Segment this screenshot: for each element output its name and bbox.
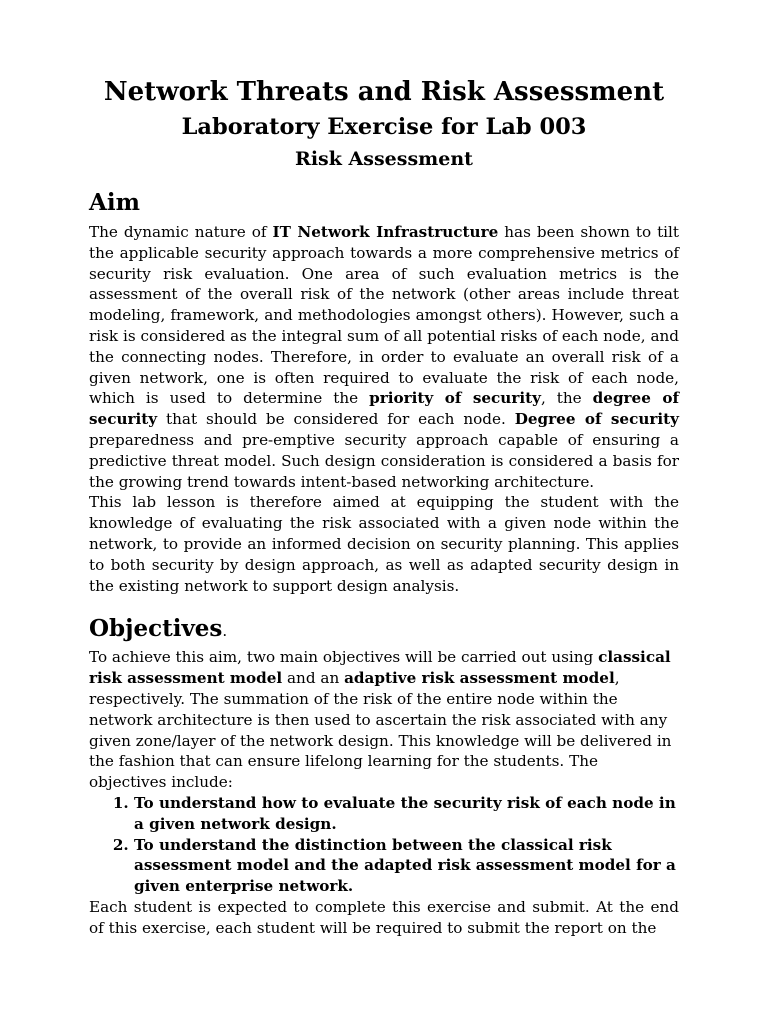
objectives-closing — [89, 897, 679, 939]
bold-text-run: priority of security — [369, 389, 541, 408]
aim-heading — [89, 188, 679, 218]
objectives-heading-trail: . — [222, 622, 228, 641]
aim-paragraph-1 — [89, 222, 679, 492]
bold-text-run: adaptive risk assessment model — [344, 669, 615, 688]
aim-paragraph-2 — [89, 492, 679, 596]
text-run: that should be considered for each node. — [157, 410, 515, 429]
objectives-list — [89, 793, 679, 897]
text-run: preparedness and pre-emptive security approach capable of ensuring a predictive threat model. Such design consideration is considered a basis for the growing trend towards intent-based networking architecture. — [89, 430, 679, 491]
bold-text-run: IT Network Infrastructure — [272, 223, 499, 241]
document-title: Network Threats and Risk Assessment — [103, 77, 665, 107]
objectives-heading-text: Objectives — [89, 615, 223, 643]
text-run: has been shown to tilt the applicable security approach towards a more comprehensive metrics of security risk evaluation. One area of such evaluation metrics is the assessment of the overall risk of the network (other areas include threat modeling, framework, and methodologies amongst others). However, such a risk is considered as the integral sum of all potential risks of each node, and the connecting nodes. Therefore, in order to evaluate an overall risk of a given network, one is often required to evaluate the risk of each node, which is used to determine the — [89, 223, 680, 408]
objective-item-1: 1. To understand how to evaluate the security risk of each node in a given network design. — [134, 793, 679, 835]
objective-item-2: 2. To understand the distinction between the classical risk assessment model and the adapted risk assessment model for a given enterprise network. — [134, 835, 679, 897]
text-run: , respectively. The summation of the risk of the entire node within the network architecture is then used to ascertain the risk associated with any given zone/layer of the network design. This knowledge will be delivered in the fashion that can ensure lifelong learning for the students. The objectives include: — [89, 669, 672, 792]
document-subsubtitle: Risk Assessment — [295, 148, 473, 170]
document-subtitle: Laboratory Exercise for Lab 003 — [181, 114, 587, 140]
objectives-intro — [89, 647, 679, 793]
text-run: and an — [282, 669, 345, 688]
bold-text-run: degree of security — [89, 389, 680, 429]
text-run: Each student is expected to complete this exercise and submit. At the end of this exercise, each student will be required to submit the report on the — [89, 897, 679, 937]
text-run: This lab lesson is therefore aimed at equipping the student with the knowledge of evaluating the risk associated with a given node within the network, to provide an informed decision on security planning. This applies to both security by design approach, as well as adapted security design in the existing network to support design analysis. — [89, 493, 679, 595]
text-run: , the — [540, 389, 593, 408]
text-run: The dynamic nature of — [89, 223, 273, 241]
bold-text-run: Degree of security — [514, 410, 679, 429]
objectives-heading — [89, 614, 679, 646]
aim-heading-text: Aim — [89, 189, 140, 216]
bold-text-run: classical risk assessment model — [89, 648, 671, 688]
text-run: To achieve this aim, two main objectives will be carried out using — [89, 648, 599, 667]
